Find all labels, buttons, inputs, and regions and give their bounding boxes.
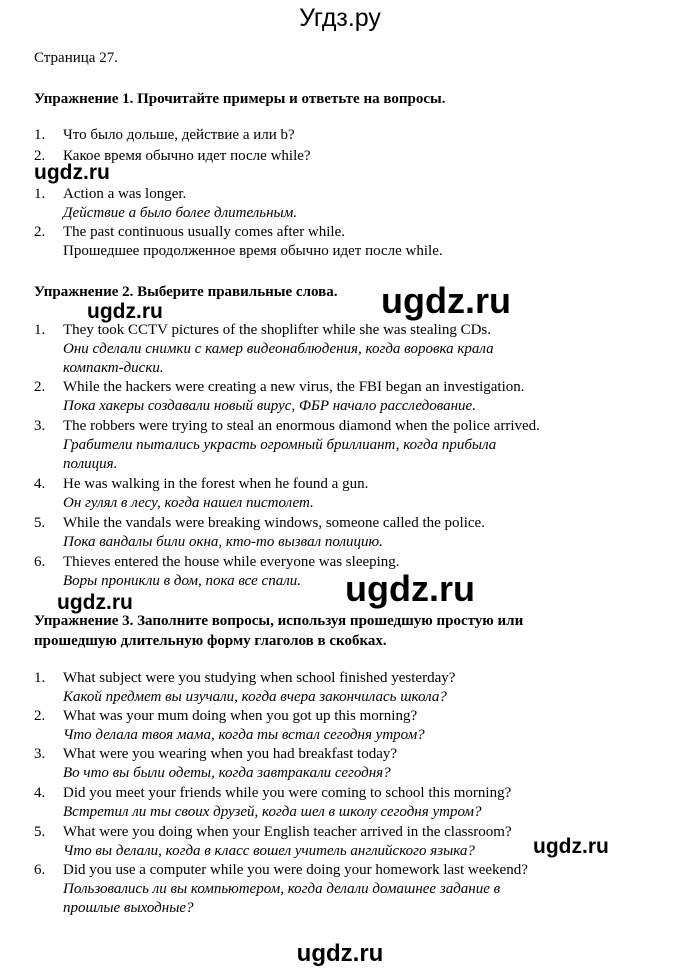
ex2-item-ru: Они сделали снимки с камер видеонаблюдения, когда воровка крала bbox=[63, 341, 494, 357]
ex1-question-text: Какое время обычно идет после while? bbox=[63, 148, 311, 164]
ex3-item-num: 2. bbox=[34, 708, 46, 724]
ex2-item-ru: Грабители пытались украсть огромный бриллиант, когда прибыла bbox=[63, 437, 497, 453]
ex1-question-num: 1. bbox=[34, 127, 46, 143]
ex3-item-en: What subject were you studying when school finished yesterday? bbox=[63, 670, 456, 686]
ex1-answer-en: The past continuous usually comes after while. bbox=[63, 224, 346, 240]
watermark-large: ugdz.ru bbox=[381, 280, 511, 321]
ex3-item-num: 5. bbox=[34, 824, 46, 840]
watermark-small: ugdz.ru bbox=[87, 300, 163, 323]
ex3-item-en: Did you use a computer while you were doing your homework last weekend? bbox=[63, 862, 528, 878]
ex2-item-ru: Он гулял в лесу, когда нашел пистолет. bbox=[63, 495, 314, 511]
exercise-3-title bbox=[34, 611, 654, 651]
ex2-item-en: The robbers were trying to steal an enormous diamond when the police arrived. bbox=[63, 418, 540, 434]
ex2-item-ru: полиция. bbox=[63, 456, 118, 472]
exercise-3-title-line: Упражнение 3. Заполните вопросы, используя прошедшую простую или bbox=[34, 613, 524, 629]
site-title: Угдз.ру bbox=[299, 4, 381, 32]
ex3-item-ru: Во что вы были одеты, когда завтракали сегодня? bbox=[63, 765, 391, 781]
ex2-item-ru: Пока вандалы били окна, кто-то вызвал полицию. bbox=[63, 534, 383, 550]
exercise-1-title: Упражнение 1. Прочитайте примеры и ответьте на вопросы. bbox=[34, 91, 446, 107]
ex1-answer-en: Action a was longer. bbox=[63, 186, 187, 202]
footer-watermark: ugdz.ru bbox=[296, 940, 384, 967]
ex3-item-en: What were you wearing when you had breakfast today? bbox=[63, 746, 398, 762]
ex1-answer-num: 2. bbox=[34, 224, 46, 240]
ex3-item-ru: Что делала твоя мама, когда ты встал сегодня утром? bbox=[63, 727, 425, 743]
ex2-item-num: 5. bbox=[34, 515, 46, 531]
ex1-answer-ru: Действие а было более длительным. bbox=[63, 205, 298, 221]
watermark-small: ugdz.ru bbox=[533, 835, 609, 858]
ex3-item-en: What was your mum doing when you got up this morning? bbox=[63, 708, 418, 724]
ex1-answer-num: 1. bbox=[34, 186, 46, 202]
ex1-question-text: Что было дольше, действие a или b? bbox=[63, 127, 295, 143]
ex2-item-en: He was walking in the forest when he found a gun. bbox=[63, 476, 369, 492]
exercise-3-title-line: прошедшую длительную форму глаголов в скобках. bbox=[34, 633, 387, 649]
watermark-large: ugdz.ru bbox=[345, 568, 475, 609]
ex3-item-ru: прошлые выходные? bbox=[63, 900, 194, 916]
ex2-item-ru: компакт-диски. bbox=[63, 360, 164, 376]
ex3-item-ru: Что вы делали, когда в класс вошел учитель английского языка? bbox=[63, 843, 475, 859]
ex3-item-ru: Пользовались ли вы компьютером, когда делали домашнее задание в bbox=[63, 881, 501, 897]
ex2-item-ru: Пока хакеры создавали новый вирус, ФБР начало расследование. bbox=[63, 398, 476, 414]
ex2-item-en: Thieves entered the house while everyone was sleeping. bbox=[63, 554, 400, 570]
ex3-item-num: 3. bbox=[34, 746, 46, 762]
ex3-item-ru: Встретил ли ты своих друзей, когда шел в школу сегодня утром? bbox=[63, 804, 482, 820]
ex3-item-num: 4. bbox=[34, 785, 46, 801]
ex2-item-num: 4. bbox=[34, 476, 46, 492]
ex3-item-ru: Какой предмет вы изучали, когда вчера закончилась школа? bbox=[63, 689, 447, 705]
ex2-item-en: While the vandals were breaking windows, someone called the police. bbox=[63, 515, 485, 531]
ex2-item-num: 3. bbox=[34, 418, 46, 434]
ex3-item-en: Did you meet your friends while you were coming to school this morning? bbox=[63, 785, 512, 801]
ex3-item-num: 6. bbox=[34, 862, 46, 878]
ex2-item-num: 2. bbox=[34, 379, 46, 395]
watermark-small: ugdz.ru bbox=[57, 591, 133, 614]
watermark-small: ugdz.ru bbox=[34, 161, 110, 184]
ex1-answer-ru: Прошедшее продолженное время обычно идет после while. bbox=[63, 243, 443, 259]
ex2-item-num: 6. bbox=[34, 554, 46, 570]
ex2-item-en: While the hackers were creating a new virus, the FBI began an investigation. bbox=[63, 379, 525, 395]
ex1-question-num: 2. bbox=[34, 148, 46, 164]
ex2-item-en: They took CCTV pictures of the shoplifter while she was stealing CDs. bbox=[63, 322, 491, 338]
page-number: Страница 27. bbox=[34, 50, 118, 66]
ex3-item-en: What were you doing when your English teacher arrived in the classroom? bbox=[63, 824, 512, 840]
ex2-item-num: 1. bbox=[34, 322, 46, 338]
ex2-item-ru: Воры проникли в дом, пока все спали. bbox=[63, 573, 301, 589]
exercise-2-title: Упражнение 2. Выберите правильные слова. bbox=[34, 284, 338, 300]
ex3-item-num: 1. bbox=[34, 670, 46, 686]
